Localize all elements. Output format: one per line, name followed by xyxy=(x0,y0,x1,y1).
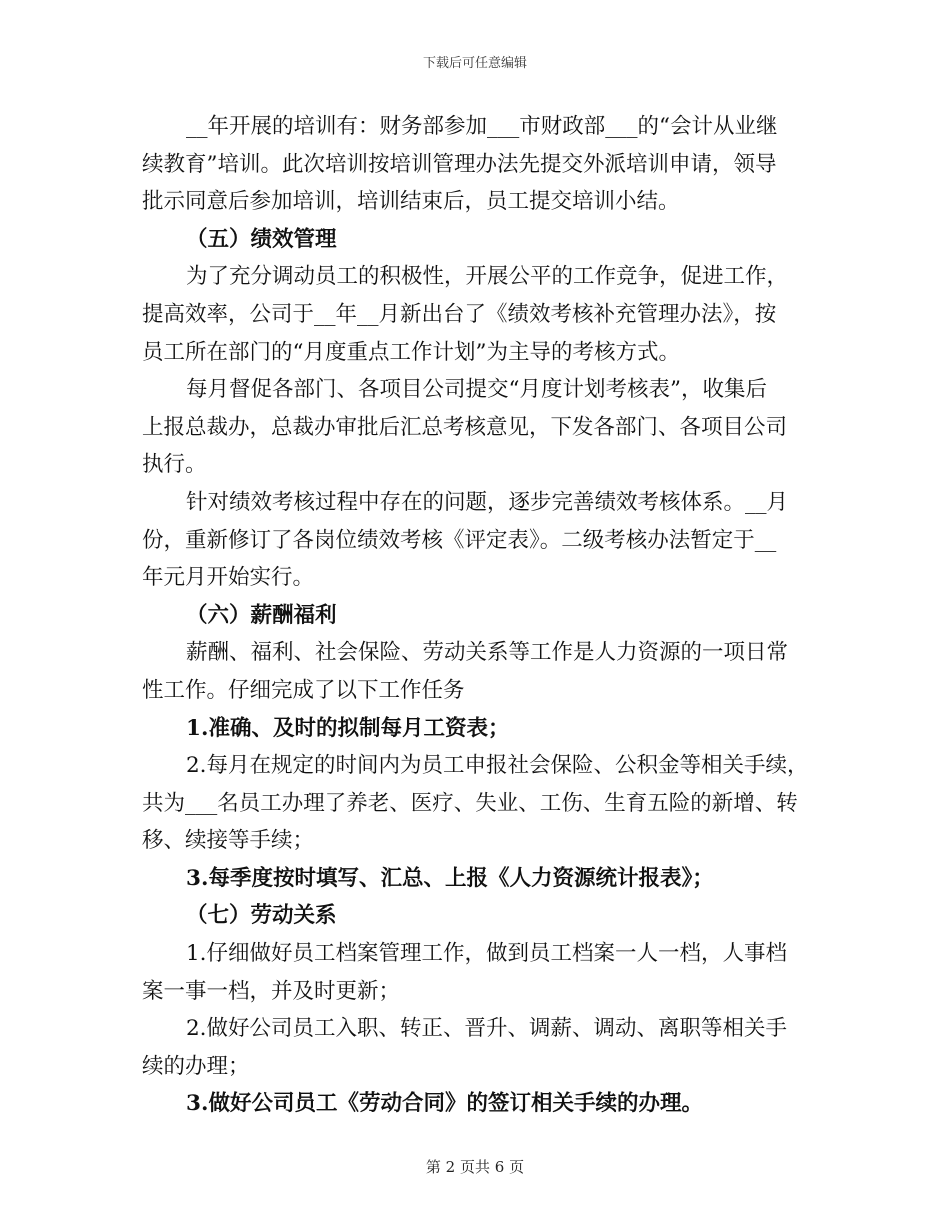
section-heading-line: （五）绩效管理 xyxy=(186,226,337,252)
paragraph-line: 案一事一档，并及时更新； xyxy=(142,978,401,1004)
paragraph-line: 每月督促各部门、各项目公司提交“月度计划考核表”，收集后 xyxy=(186,377,767,403)
paragraph-line: 薪酬、福利、社会保险、劳动关系等工作是人力资源的一项日常 xyxy=(186,640,789,666)
paragraph-line: 批示同意后参加培训，培训结束后，员工提交培训小结。 xyxy=(142,189,680,215)
paragraph-line: 2.做好公司员工入职、转正、晋升、调薪、调动、离职等相关手 xyxy=(186,1016,788,1042)
paragraph-line: 员工所在部门的“月度重点工作计划”为主导的考核方式。 xyxy=(142,339,680,365)
paragraph-line: 性工作。仔细完成了以下工作任务 xyxy=(142,677,465,703)
paragraph-line: 移、续接等手续； xyxy=(142,828,315,854)
paragraph-line: 为了充分调动员工的积极性，开展公平的工作竞争，促进工作， xyxy=(186,264,789,290)
paragraph-line: __年开展的培训有：财务部参加___市财政部___的“会计从业继 xyxy=(186,114,778,139)
section-heading-line: （七）劳动关系 xyxy=(186,903,337,929)
paragraph-line: 执行。 xyxy=(142,452,207,478)
paragraph-line: 针对绩效考核过程中存在的问题，逐步完善绩效考核体系。__月 xyxy=(186,489,789,515)
paragraph-line: 份，重新修订了各岗位绩效考核《评定表》。二级考核办法暂定于__ xyxy=(142,527,777,553)
paragraph-line: 上报总裁办，总裁办审批后汇总考核意见，下发各部门、各项目公司 xyxy=(142,414,788,440)
paragraph-line: 提高效率，公司于__年__月新出台了《绩效考核补充管理办法》，按 xyxy=(142,301,777,327)
page-header: 下载后可任意编辑 xyxy=(422,56,527,71)
section-heading-line: 3.做好公司员工《劳动合同》的签订相关手续的办理。 xyxy=(186,1091,703,1117)
section-heading-line: （六）薪酬福利 xyxy=(186,602,337,628)
section-heading-line: 1.准确、及时的拟制每月工资表； xyxy=(186,715,510,741)
paragraph-line: 1.仔细做好员工档案管理工作，做到员工档案一人一档，人事档 xyxy=(186,941,788,967)
paragraph-line: 续的办理； xyxy=(142,1053,250,1079)
paragraph-line: 年元月开始实行。 xyxy=(142,565,315,591)
paragraph-line: 2.每月在规定的时间内为员工申报社会保险、公积金等相关手续， xyxy=(186,753,809,779)
document-body xyxy=(142,108,814,1123)
page-footer: 第 2 页共 6 页 xyxy=(425,1158,525,1176)
paragraph-line: 共为___名员工办理了养老、医疗、失业、工伤、生育五险的新增、转 xyxy=(142,790,798,816)
section-heading-line: 3.每季度按时填写、汇总、上报《人力资源统计报表》； xyxy=(186,865,714,891)
paragraph-line: 续教育”培训。此次培训按培训管理办法先提交外派培训申请，领导 xyxy=(142,151,777,177)
